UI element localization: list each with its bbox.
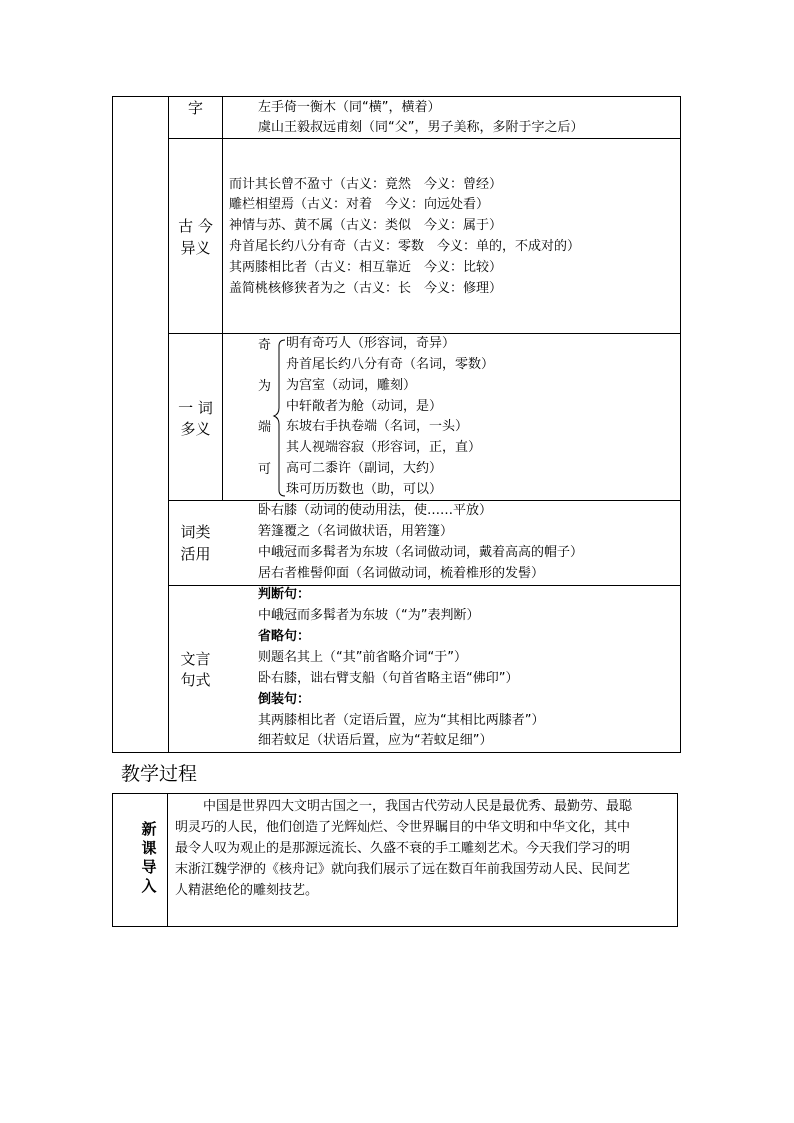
zi-line-2: 虞山王毅叔远甫刻（同“父”，男子美称，多附于字之后） [258, 120, 584, 135]
intro-border-left [112, 793, 113, 927]
polysemy-word-duan: 端 [258, 420, 272, 435]
cilei-line-3: 中峨冠而多髯者为东坡（名词做动词，戴着高高的帽子） [258, 545, 584, 560]
yici-line-1: 明有奇巧人（形容词，奇异） [286, 336, 456, 351]
yici-line-5: 东坡右手执卷端（名词，一头） [286, 419, 469, 434]
cilei-line-4: 居右者椎髻仰面（名词做动词，梳着椎形的发髻） [258, 566, 545, 581]
gujin-line-2: 雕栏相望焉（古义：对着 今义：向远处看） [229, 197, 490, 212]
yici-line-4: 中轩敞者为舱（动词，是） [286, 399, 443, 414]
row-label-gujin-1: 古 今 [178, 217, 213, 235]
table-border-left [112, 96, 113, 753]
panduan-line-1: 中峨冠而多髯者为东坡（“为”表判断） [258, 608, 480, 623]
yici-line-6: 其人视端容寂（形容词，正，直） [286, 440, 482, 455]
cilei-line-2: 箬篷覆之（名词做状语，用箬篷） [258, 524, 454, 539]
row-label-yici-2: 多义 [180, 420, 211, 438]
gujin-line-3: 神情与苏、黄不属（古义：类似 今义：属于） [229, 218, 503, 233]
intro-line-3: 最令人叹为观止的是那源远流长、久盛不衰的手工雕刻艺术。今天我们学习的明 [175, 841, 631, 856]
intro-line-5: 人精湛绝伦的雕刻技艺。 [175, 883, 319, 898]
intro-border-top [112, 793, 678, 794]
cilei-line-1: 卧右膝（动词的使动用法，使……平放） [258, 503, 493, 518]
yici-line-2: 舟首尾长约八分有奇（名词，零数） [286, 357, 495, 372]
row-label-gujin-2: 异义 [180, 239, 211, 257]
row-label-cilei-2: 活用 [180, 545, 211, 563]
panduan-heading: 判断句： [258, 587, 311, 602]
polysemy-word-wei: 为 [258, 379, 272, 394]
section-heading: 教学过程 [121, 763, 198, 785]
row-label-cilei-1: 词类 [180, 523, 211, 541]
row-label-jushi-1: 文言 [180, 650, 211, 668]
intro-line-1: 中国是世界四大文明古国之一，我国古代劳动人民是最优秀、最勤劳、最聪 [203, 799, 633, 814]
intro-border-right [677, 793, 678, 927]
table-border-bottom [112, 752, 681, 753]
shenglue-line-1: 则题名其上（“其”前省略介词“于”） [258, 650, 467, 665]
shenglue-heading: 省略句： [258, 629, 311, 644]
row-label-jushi-2: 句式 [180, 671, 211, 689]
zi-line-1: 左手倚一衡木（同“横”，横着） [258, 100, 441, 115]
row-label-yici-1: 一 词 [178, 399, 213, 417]
yici-line-7: 高可二黍许（副词，大约） [286, 461, 443, 476]
row-divider [168, 585, 681, 586]
intro-line-2: 明灵巧的人民，他们创造了光辉灿烂、令世界瞩目的中华文明和中华文化，其中 [175, 820, 631, 835]
daozhuang-heading: 倒装句： [258, 692, 311, 707]
intro-column-divider [167, 793, 168, 927]
row-divider [168, 138, 681, 139]
polysemy-word-qi: 奇 [258, 338, 272, 353]
table-border-right [680, 96, 681, 753]
intro-border-bottom [112, 926, 678, 927]
gujin-line-1: 而计其长曾不盈寸（古义：竟然 今义：曾经） [229, 177, 503, 192]
column-divider-inner [222, 96, 223, 500]
gujin-line-5: 其两膝相比者（古义：相互靠近 今义：比较） [229, 260, 503, 275]
shenglue-line-2: 卧右膝，诎右臂支船（句首省略主语“佛印”） [258, 671, 519, 686]
row-label-zi: 字 [187, 99, 203, 117]
yici-line-3: 为宫室（动词，雕刻） [286, 378, 417, 393]
daozhuang-line-1: 其两膝相比者（定语后置，应为“其相比两膝者”） [258, 713, 545, 728]
daozhuang-line-2: 细若蚊足（状语后置，应为“若蚊足细”） [258, 733, 493, 748]
gujin-line-6: 盖简桃核修狭者为之（古义：长 今义：修理） [229, 281, 503, 296]
yici-line-8: 珠可历历数也（助，可以） [286, 482, 443, 497]
intro-label: 新课导入 [141, 820, 157, 895]
gujin-line-4: 舟首尾长约八分有奇（古义：零数 今义：单的，不成对的） [229, 239, 581, 254]
polysemy-word-ke: 可 [258, 462, 272, 477]
intro-line-4: 末浙江魏学洢的《核舟记》就向我们展示了远在数百年前我国劳动人民、民间艺 [175, 862, 631, 877]
